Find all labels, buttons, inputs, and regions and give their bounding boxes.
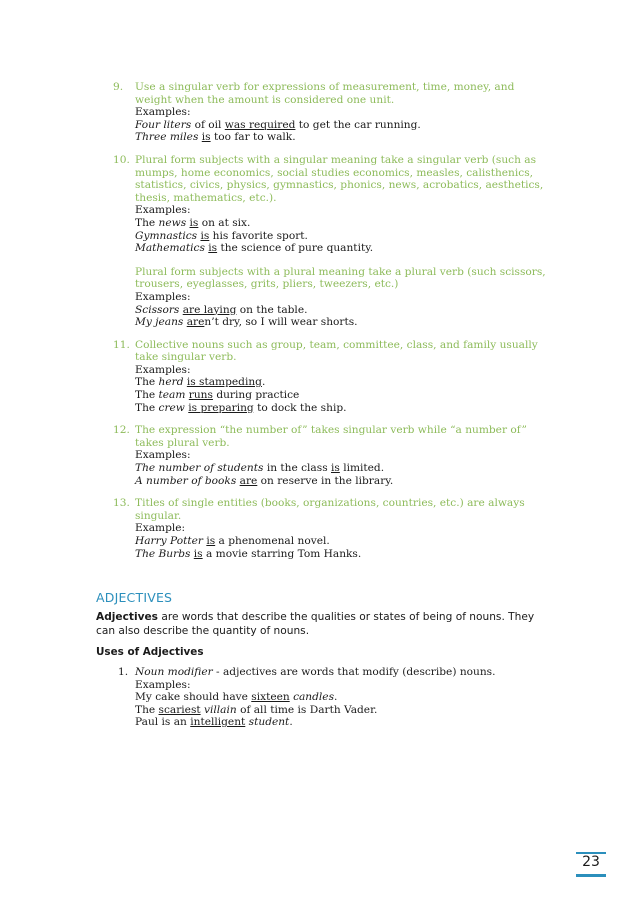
example-line: The team runs during practice	[135, 389, 300, 402]
example-line: A number of books are on reserve in the library.	[135, 474, 394, 487]
use-item-1	[0, 666, 638, 729]
example-line: The number of students in the class is limited.	[135, 462, 385, 475]
examples-label: Examples:	[135, 678, 191, 691]
item-number: 13.	[113, 497, 130, 510]
item-number: 11.	[113, 338, 130, 351]
examples-label: Examples:	[135, 363, 191, 376]
uses-list	[0, 666, 638, 739]
list-item-10	[0, 154, 638, 329]
example-line: The scariest villain of all time is Darth Vader.	[135, 703, 378, 716]
rule-text: Collective nouns such as group, team, committee, class, and family usually take singular verb.	[135, 338, 538, 364]
examples-label: Examples:	[135, 290, 191, 303]
page-number-text: 23	[582, 854, 600, 870]
list-item-12	[0, 424, 638, 487]
adjectives-definition: Adjectives are words that describe the qualities or states of being of nouns. They can also describe the quantity of nouns.	[96, 611, 535, 637]
rule-text: Use a singular verb for expressions of measurement, time, money, and weight when the amount is considered one unit.	[135, 81, 515, 106]
page-number-rule-bottom	[576, 874, 606, 877]
example-line: The crew is preparing to dock the ship.	[135, 401, 347, 414]
list-item-13	[0, 497, 638, 560]
item-number: 1.	[118, 666, 129, 678]
example-line: Three miles is too far to walk.	[135, 131, 296, 144]
uses-heading: Uses of Adjectives	[96, 646, 204, 658]
example-line: My jeans aren’t dry, so I will wear shorts.	[135, 316, 358, 329]
rule-text: The expression “the number of” takes singular verb while “a number of” takes plural verb.	[135, 424, 527, 449]
examples-label: Examples:	[135, 204, 191, 217]
rule-text: Titles of single entities (books, organizations, countries, etc.) are always singular.	[135, 497, 525, 522]
example-line: My cake should have sixteen candles.	[135, 691, 338, 704]
item-number: 10.	[113, 153, 130, 166]
example-line: The news is on at six.	[135, 216, 251, 229]
example-line: Scissors are laying on the table.	[135, 303, 308, 316]
section-heading: ADJECTIVES	[96, 590, 173, 605]
example-line: Four liters of oil was required to get the car running.	[135, 118, 421, 131]
example-line: The Burbs is a movie starring Tom Hanks.	[135, 547, 362, 560]
example-line: The herd is stampeding.	[135, 376, 266, 389]
examples-label: Examples:	[135, 106, 191, 119]
list-item-11	[0, 339, 638, 415]
use-description: Noun modifier - adjectives are words that modify (describe) nouns.	[135, 666, 496, 678]
rules-list	[0, 81, 638, 570]
rule-text: Plural form subjects with a singular meaning take a singular verb (such as mumps, home economics, social studies economics, measles, calisthenics, statistics, civics, physics, gymnastics, phonics, news, acrobatics, aesthetics, thesis, mathematics, etc.).	[135, 153, 544, 204]
page-number	[576, 852, 606, 876]
example-line: Paul is an intelligent student.	[135, 716, 293, 729]
rule-text-2: Plural form subjects with a plural meaning take a plural verb (such scissors, trousers, eyeglasses, grits, pliers, tweezers, etc.)	[135, 265, 546, 291]
examples-label: Examples:	[135, 449, 191, 462]
example-line: Gymnastics is his favorite sport.	[135, 229, 308, 242]
example-line: Mathematics is the science of pure quantity.	[135, 242, 374, 255]
example-line: Harry Potter is a phenomenal novel.	[135, 535, 330, 547]
item-number: 12.	[113, 424, 130, 437]
list-item-9	[0, 81, 638, 144]
item-number: 9.	[113, 81, 124, 93]
examples-label: Example:	[135, 522, 186, 535]
